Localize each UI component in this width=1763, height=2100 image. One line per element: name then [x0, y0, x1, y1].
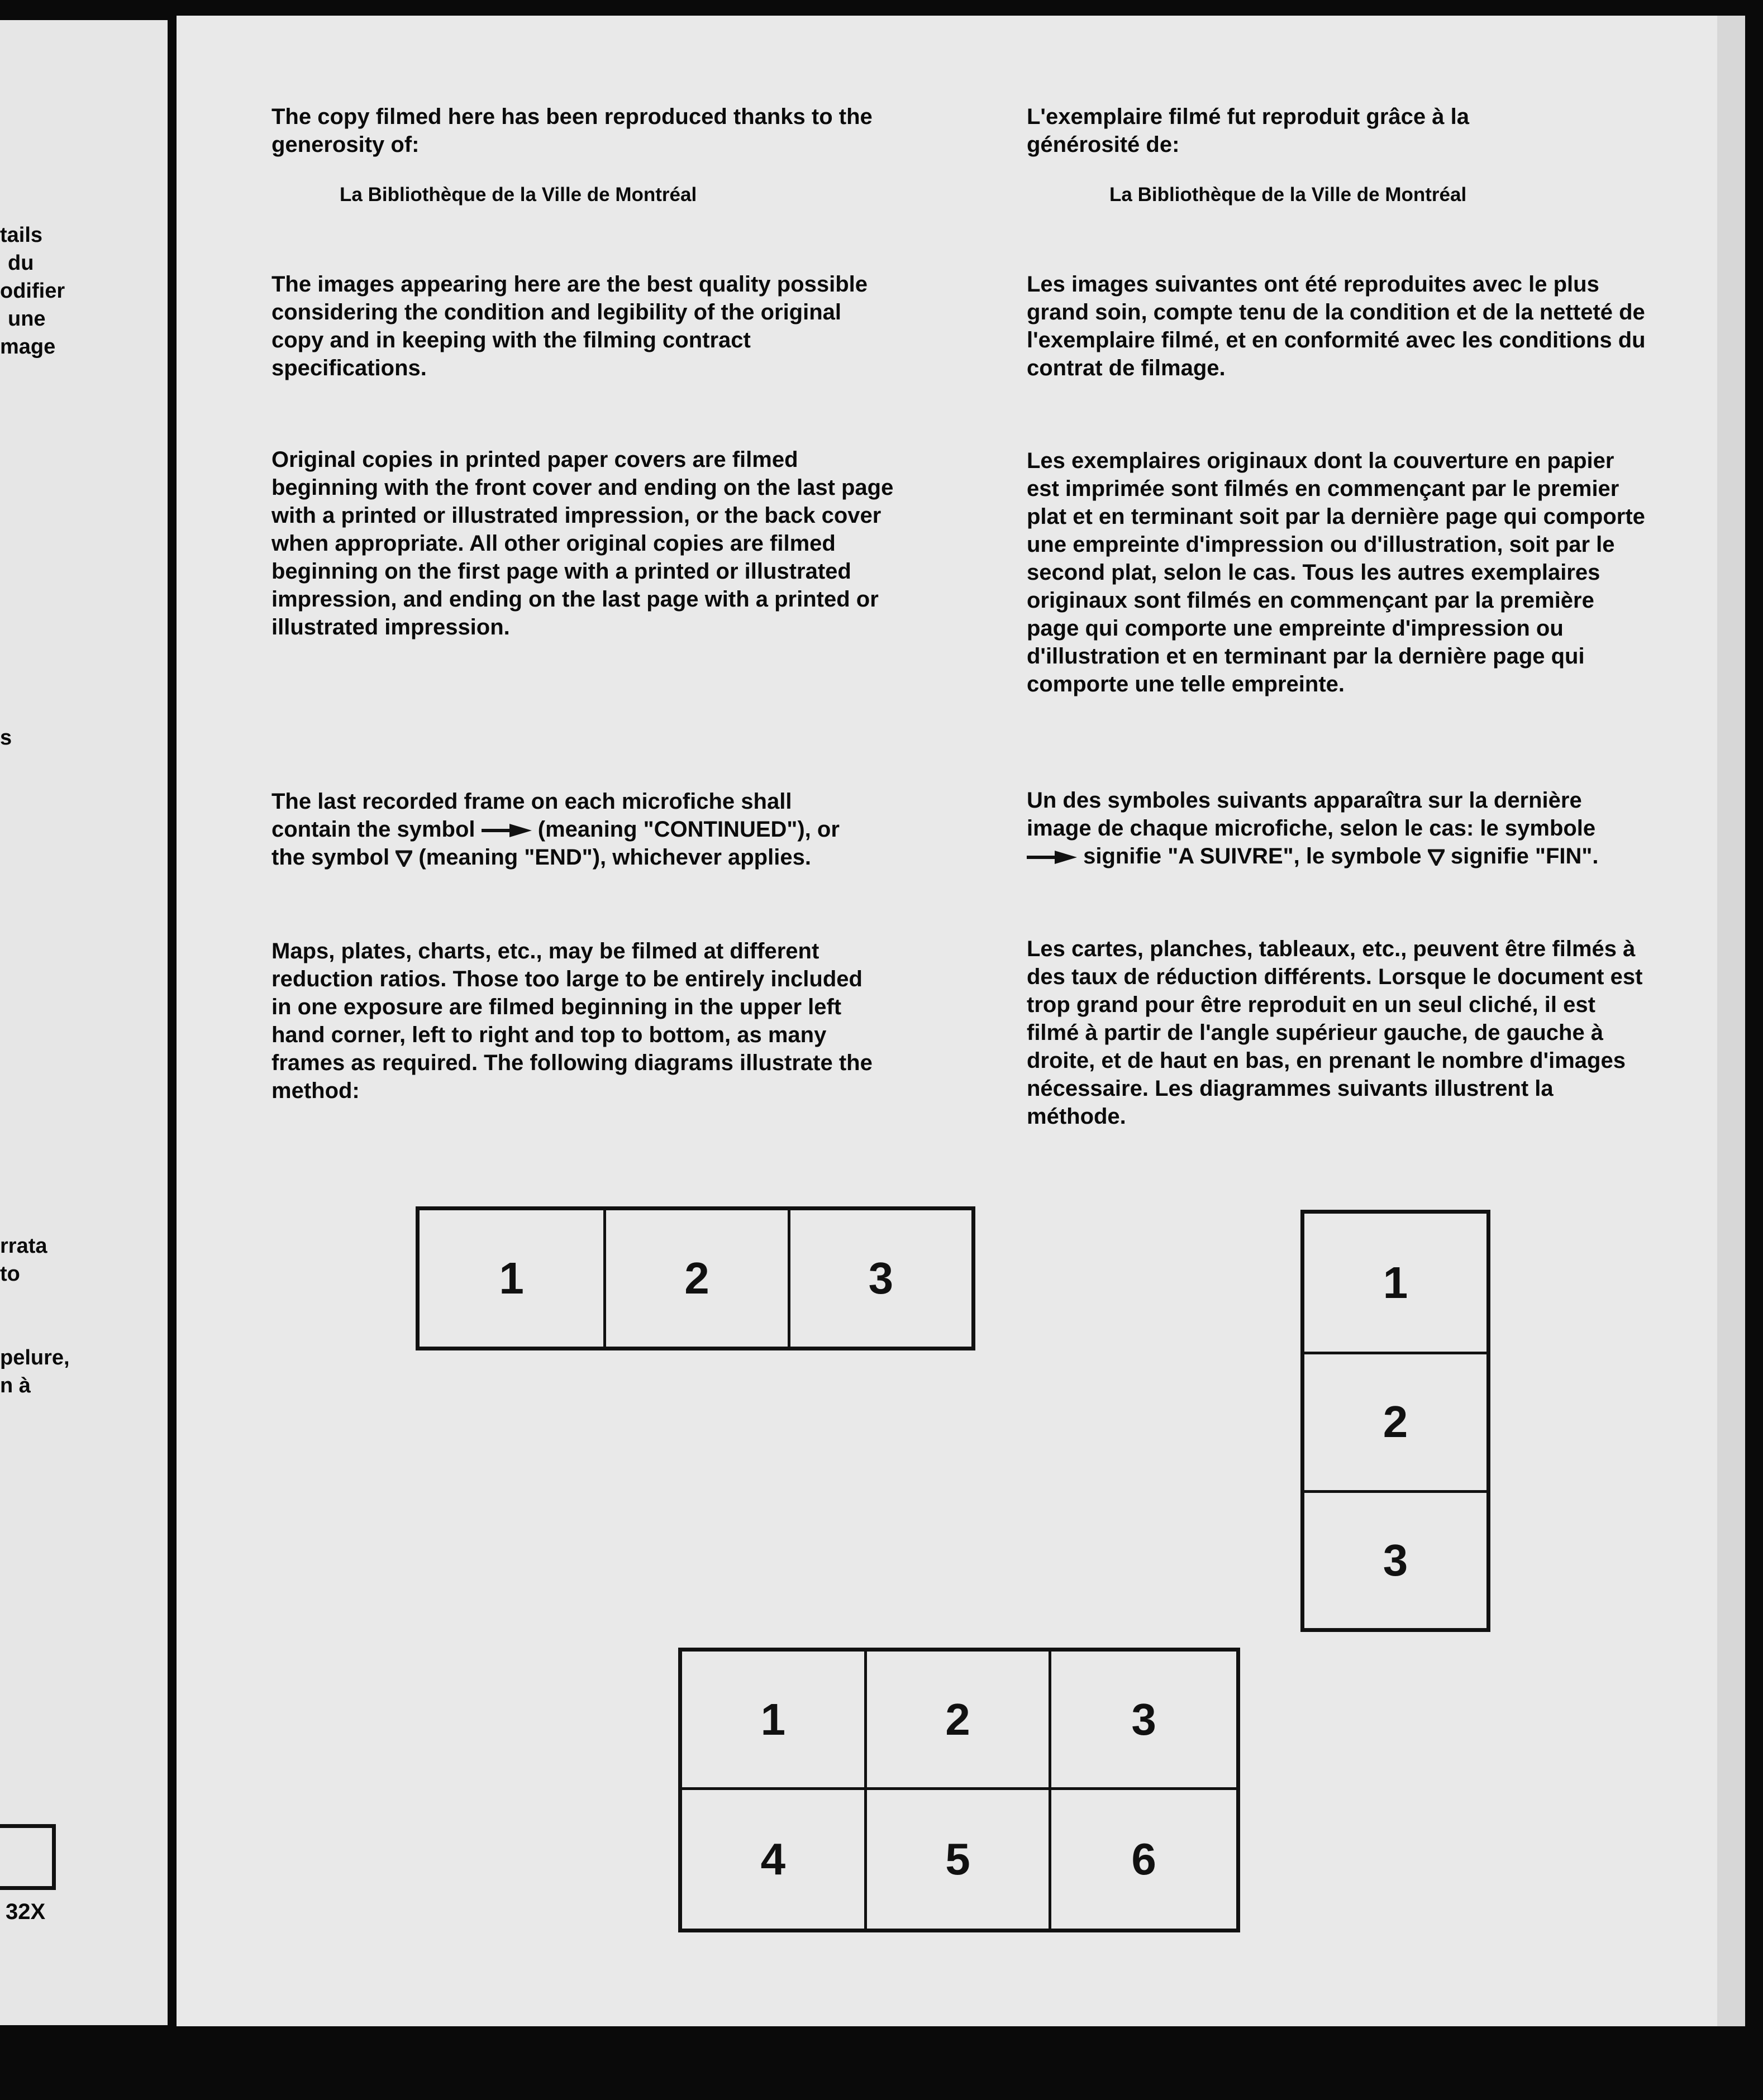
- left-text-fragment: mage: [0, 335, 56, 359]
- left-text-fragment: to: [0, 1262, 20, 1286]
- french-maps: Les cartes, planches, tableaux, etc., peuvent être filmés à des taux de réduction différents. Lorsque le document est trop grand pour être reproduit en un seul cliché, il est filmé à partir de l'angle supérieur gauche, de gauche à droite, et de haut en bas, en prenant le nombre d'images nécessaire. Les diagrammes suivants illustrent la méthode.: [1027, 937, 1643, 1129]
- english-library: La Bibliothèque de la Ville de Montréal: [340, 184, 697, 206]
- diagram-horizontal-frames: [416, 1206, 975, 1350]
- frame-cell: 3: [1051, 1652, 1236, 1790]
- frame-cell: 3: [1304, 1490, 1486, 1628]
- frame-cell: 1: [499, 1253, 524, 1303]
- french-symbols: [1027, 786, 1647, 870]
- page-edge: [1717, 16, 1745, 2026]
- french-symbols-text-c: signifie "FIN".: [1450, 844, 1599, 868]
- french-thanks: L'exemplaire filmé fut reproduit grâce à la générosité de:: [1027, 104, 1469, 157]
- continued-arrow-icon: [1027, 849, 1077, 865]
- end-triangle-icon: [396, 850, 412, 867]
- frame-cell: 1: [1383, 1257, 1408, 1307]
- french-symbols-text-a: Un des symboles suivants apparaîtra sur la dernière image de chaque microfiche, selon le cas: le symbole: [1027, 788, 1596, 841]
- english-quality: The images appearing here are the best quality possible considering the condition and legibility of the original copy and in keeping with the filming contract specifications.: [271, 272, 868, 380]
- diagram-vertical-frames: [1300, 1210, 1490, 1632]
- frame-cell: 2: [1304, 1352, 1486, 1490]
- frame-cell: 6: [1131, 1834, 1156, 1884]
- french-symbols-text-b: signifie "A SUIVRE", le symbole: [1083, 844, 1422, 868]
- left-text-fragment: pelure,: [0, 1346, 70, 1369]
- left-text-fragment: odifier: [0, 279, 65, 303]
- english-symbols: [271, 787, 858, 871]
- left-text-fragment: s: [0, 726, 12, 750]
- left-text-fragment: n à: [0, 1374, 31, 1397]
- english-thanks: The copy filmed here has been reproduced thanks to the generosity of:: [271, 104, 873, 157]
- english-symbols-text-c: (meaning "END"), whichever applies.: [418, 845, 811, 870]
- english-symbols-text-b: (meaning "CONTINUED"), or the symbol: [271, 817, 840, 870]
- left-text-fragment: tails: [0, 223, 43, 247]
- end-triangle-icon: [1428, 849, 1445, 866]
- magnification-label: 32X: [6, 1899, 46, 1924]
- left-text-fragment: du: [8, 251, 34, 275]
- frame-cell: 4: [682, 1790, 867, 1929]
- frame-cell: 3: [788, 1210, 971, 1347]
- french-originals: Les exemplaires originaux dont la couverture en papier est imprimée sont filmés en commençant par le premier plat et en terminant soit par la dernière page qui comporte une empreinte d'impression ou d'illustration, soit par le second plat, selon le cas. Tous les autres exemplaires originaux sont filmés en commençant par la première page qui comporte une empreinte d'impression ou d'illustration et en terminant par la dernière page qui comporte une telle empreinte.: [1027, 448, 1645, 696]
- frame-cell: 1: [682, 1652, 867, 1790]
- continued-arrow-icon: [482, 823, 532, 838]
- french-library: La Bibliothèque de la Ville de Montréal: [1109, 184, 1467, 206]
- frame-cell: 2: [867, 1652, 1052, 1790]
- left-page-fragment: [0, 20, 168, 2025]
- diagram-grid-frames: [678, 1648, 1240, 1932]
- frame-cell: 5: [867, 1790, 1052, 1929]
- english-maps: Maps, plates, charts, etc., may be filmed at different reduction ratios. Those too large to be entirely included in one exposure are filmed beginning in the upper left hand corner, left to right and top to bottom, as many frames as required. The following diagrams illustrate the method:: [271, 939, 873, 1103]
- left-text-fragment: une: [8, 307, 46, 331]
- left-text-fragment: rrata: [0, 1234, 47, 1258]
- frame-cell: 2: [603, 1210, 787, 1347]
- english-originals: Original copies in printed paper covers are filmed beginning with the front cover and ending on the last page with a printed or illustrated impression, or the back cover when appropriate. All other original copies are filmed beginning on the first page with a printed or illustrated impression, and ending on the last page with a printed or illustrated impression.: [271, 447, 894, 639]
- target-box: [0, 1824, 56, 1890]
- english-symbols-text-a: The last recorded frame on each microfiche shall contain the symbol: [271, 789, 792, 842]
- french-quality: Les images suivantes ont été reproduites avec le plus grand soin, compte tenu de la condition et de la netteté de l'exemplaire filmé, et en conformité avec les conditions du contrat de filmage.: [1027, 272, 1646, 380]
